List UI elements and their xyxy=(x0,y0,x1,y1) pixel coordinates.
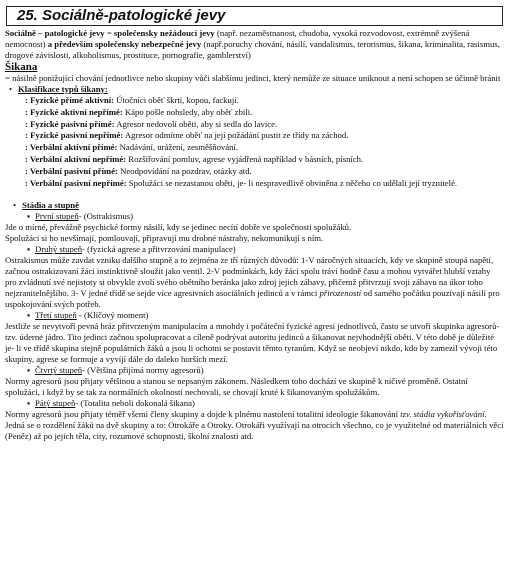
stage2-text-a: Ostrakismus může zavdat vzniku dalšího stupně a to zejména ze tří různých důvodů: 1-V náročných situacích, kdy ve skupině stoupá napětí, začnou ostrakizovaní žáci instinktivně sloužit jako ventil. 2-V podmínkách, kdy žáci spolu tráví hodně času a mohou vytvářet hlubší vztahy pro zvládnutí své nejistoty si obvykle zvolí svého obětního beránka jako zdroj jejich zábavy, přičemž přitvrzují svoji zábavu na úkor toho nejzranitelnějšího. 3- V jedné třídě se sejde více agresivních asociálních jedinců a v rámci xyxy=(5,255,494,299)
stage5-text-italic: tzv. stádia vykořisťování xyxy=(400,409,485,420)
bullet-icon: • xyxy=(13,200,17,211)
klasifikace-item xyxy=(25,95,504,107)
intro-term: Sociálně – patologické jevy xyxy=(5,28,105,38)
stage3-text: Jestliže se nevytvoří pevná hráz přitvrzeným manipulacím a mnohdy i počáteční fyzické agresi jednotlivců, často se utvoří skupinka agresorů- tzv. údernė jádro. Tito jedinci začnou spolupracovat a cíleně podrývat autoritu jedinců a šikanovat nejvhodnější oběti. V této době je důležité je- li ve třídě skupina stejně populárních žáků a jsou li ochotni se postavit těmto tyranům. Když se neobjeví nikdo, kdo by zamezil vývoji této skupiny, agrese se formuje a vyvíjí dále do daleko horších mezí. xyxy=(5,321,500,365)
stage2-text-italic: přirozeností xyxy=(319,288,362,299)
klasifikace-item-label: : Verbální aktivní nepřímé: xyxy=(25,153,127,164)
klasifikace-heading-text: Klasifikace typů šikany: xyxy=(18,84,108,94)
klasifikace-item xyxy=(25,119,504,131)
klasifikace-item-label: : Verbální pasivní nepřímé: xyxy=(25,177,127,188)
stage4-heading xyxy=(27,365,504,376)
stage3-label: Třetí stupeň xyxy=(35,310,77,321)
stage2-subtitle: - (fyzická agrese a přitvrzování manipulace) xyxy=(82,244,236,255)
stage5-text xyxy=(5,409,504,442)
klasifikace-item xyxy=(25,130,504,142)
document-body xyxy=(5,28,504,442)
stage2-text-b: od samého počátku pouzívají násilí pro uspokojování svých potřeb. xyxy=(5,288,500,310)
stage1-label: První stupeň xyxy=(35,211,79,222)
square-bullet-icon: ▪ xyxy=(27,310,31,321)
klasifikace-item-label: : Fyzické pasivní přímé: xyxy=(25,118,115,129)
intro-examples-1: (např. nezaměstnanost, chudoba, vysoká rozvodovost, extrémně zvýšená nemocnost) xyxy=(5,28,470,49)
klasifikace-heading xyxy=(9,84,504,95)
klasifikace-list xyxy=(25,95,504,189)
stage2-label: Druhý stupeň xyxy=(35,244,83,255)
intro-dangerous: a především společensky nebezpečné jevy xyxy=(47,39,202,49)
square-bullet-icon: ▪ xyxy=(27,211,31,222)
klasifikace-item-label: : Verbální aktivní přímé: xyxy=(25,142,118,153)
klasifikace-item xyxy=(25,107,504,119)
square-bullet-icon: ▪ xyxy=(27,398,31,409)
klasifikace-item-text: Nadávání, urážení, zesměšňování. xyxy=(117,142,239,153)
klasifikace-item-text: Rozšiřování pomluv, agrese vyjádřená například v básních, písních. xyxy=(126,153,364,164)
klasifikace-item-label: : Verbální pasivní přímé: xyxy=(25,165,118,176)
stage1-subtitle: - (Ostrakismus) xyxy=(78,211,133,222)
square-bullet-icon: ▪ xyxy=(27,244,31,255)
klasifikace-item xyxy=(25,178,504,190)
sikana-definition: = násilně ponižující chování jednotlivce nebo skupiny vůči slabšímu jedinci, který nemůže ze situace uniknout a není schopen se účinně bránit xyxy=(5,73,501,83)
bullet-icon: • xyxy=(9,84,13,94)
stage5-text-a: Normy agresorů jsou přijaty téměř všemi členy skupiny a dojde k plnému nastolení totalitní ideologie šikanování xyxy=(5,409,401,420)
stage2-text xyxy=(5,255,504,310)
stage4-subtitle: - (Většina přijímá normy agresorů) xyxy=(82,365,204,376)
stadia-heading-text: Stádia a stupně xyxy=(22,200,79,211)
klasifikace-item-text: Agresor odmítne oběť na její požádání pustit ze třídy na záchod. xyxy=(123,130,349,141)
page-title: 25. Sociálně-patologické jevy xyxy=(6,6,503,26)
klasifikace-item-label: : Fyzické aktivní nepřímé: xyxy=(25,106,123,117)
stage5-heading xyxy=(27,398,504,409)
stage5-text-b: . Jedná se o rozdělení žáků na dvě skupiny a to: Otrokáře a Otroky. Otrokáři využívají na otrocích všechno, co je využitelné od materiálních věcí (Peněz) až po jejich těla, city, rozumové schopnosti, školní znalosti atd. xyxy=(5,409,504,442)
klasifikace-item-text: Neodpovídání na pozdrav, otázky atd. xyxy=(117,165,252,176)
klasifikace-item-text: Útočníci oběť škrtí, kopou, fackují. xyxy=(114,95,239,105)
klasifikace-item-text: Kápo pošle nohsledy, aby oběť zbili. xyxy=(122,106,253,117)
stadia-heading xyxy=(13,200,504,211)
klasifikace-item-label: : Fyzické přímé aktivní: xyxy=(25,95,115,105)
intro-definition: společensky nežádoucí jevy xyxy=(113,28,215,38)
klasifikace-item xyxy=(25,166,504,178)
square-bullet-icon: ▪ xyxy=(27,365,31,376)
klasifikace-item-label: : Fyzické pasivní nepřímé: xyxy=(25,130,124,141)
stage2-heading xyxy=(27,244,504,255)
stage3-heading xyxy=(27,310,504,321)
intro-paragraph xyxy=(5,28,504,61)
stage1-text: Jde o mírné, převážně psychické formy násilí, kdy se jedinec necítí dobře ve společnosti spolužáků. Spolužáci si ho nevšímají, pomlouvají, připravují mu drobné nástrahy, nekomunikují s ním. xyxy=(5,222,352,244)
sikana-heading: Šikana xyxy=(5,61,38,73)
klasifikace-item-text: Spolužáci se nezastanou oběti, je- li nespravedlivě obviněna z něčeho co udělali její tryznitelé. xyxy=(126,177,458,188)
klasifikace-item-text: Agresor nedovolí oběti, aby si sedla do lavice. xyxy=(114,118,278,129)
intro-examples-2: (např.poruchy chování, násilí, vandalismus, terorismus, šikana, kriminalita, rasismus, drogové závislosti, alkoholismus, prostituce, pornografie, gamblerství) xyxy=(5,39,500,60)
stage4-text: Normy agresorů jsou přijaty většinou a stanou se nepsaným zákonem. Následkem toho dochází ve skupině k ničivé proměně. Ostatní spolužáci, i když by se tak za normálních okolností nechovali, se chovají kruté k šikanovaným spolužákům. xyxy=(5,376,468,398)
intro-eq: = xyxy=(104,28,114,38)
stage5-subtitle: - (Totalita neboli dokonalá šikana) xyxy=(75,398,195,409)
klasifikace-item xyxy=(25,142,504,154)
stage1-heading xyxy=(27,211,504,222)
stage3-subtitle: - (Klíčový moment) xyxy=(76,310,149,321)
stage4-label: Čtvrtý stupeň xyxy=(35,365,83,376)
klasifikace-item xyxy=(25,154,504,166)
stage5-label: Pátý stupeň xyxy=(35,398,76,409)
